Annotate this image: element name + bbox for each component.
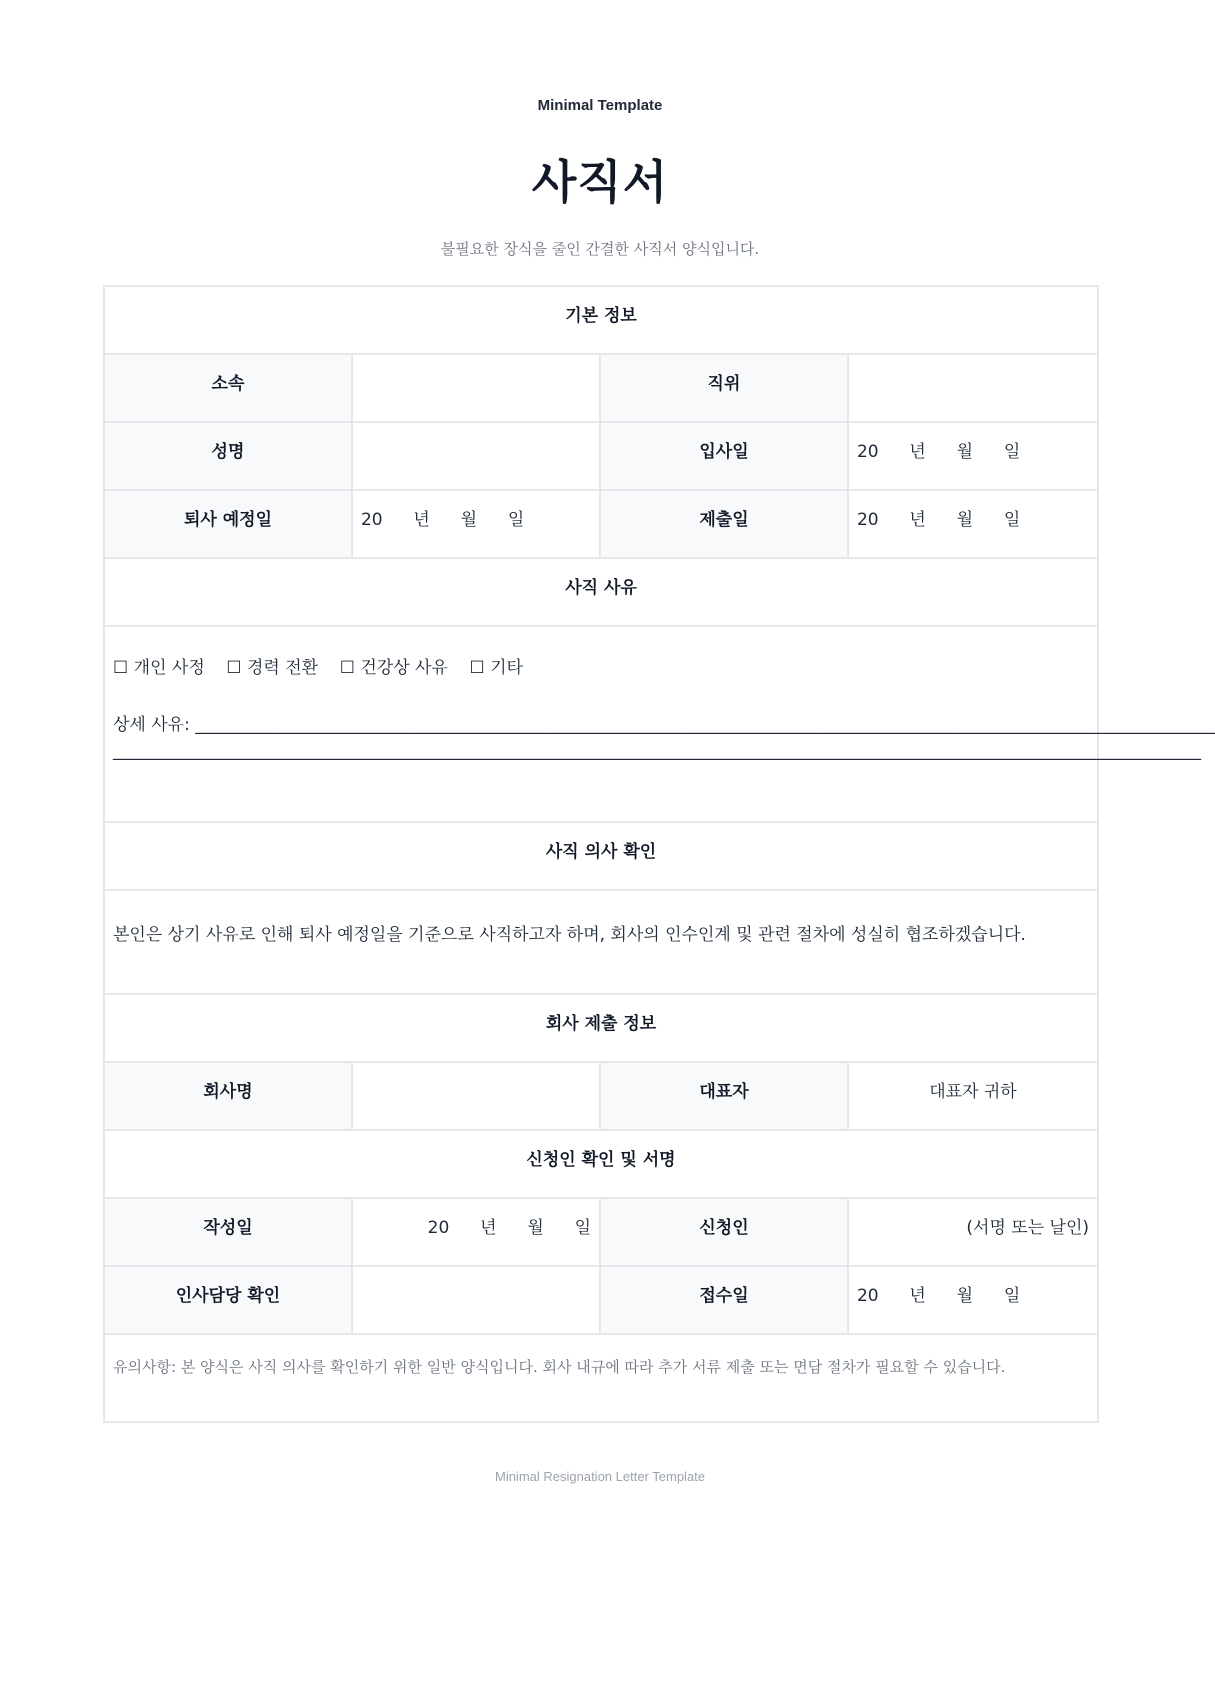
written-date-label: 작성일 (105, 1199, 353, 1265)
affiliation-field[interactable] (353, 355, 601, 421)
name-label: 성명 (105, 423, 353, 489)
section-heading: 신청인 확인 및 서명 (526, 1150, 676, 1170)
page-subtitle: 불필요한 장식을 줄인 간결한 사직서 양식입니다. (440, 240, 760, 258)
section-signature (105, 1131, 1097, 1199)
submit-date-field[interactable]: 20 년 월 일 (856, 510, 1021, 530)
reason-detail-line-2[interactable]: ________________________________________________________________________________________________________________________________ (113, 741, 1201, 761)
section-heading: 기본 정보 (565, 306, 637, 326)
position-label: 직위 (601, 355, 849, 421)
reason-checkboxes[interactable]: ☐ 개인 사정 ☐ 경력 전환 ☐ 건강상 사유 ☐ 기타 (113, 658, 523, 678)
section-basic-info (105, 287, 1097, 355)
ceo-field[interactable]: 대표자 귀하 (929, 1082, 1017, 1102)
reason-detail-line[interactable]: 상세 사유: ________________________________________________________________________________________________________________________ (113, 715, 1215, 735)
page-title: 사직서 (531, 155, 669, 209)
received-date-label: 접수일 (601, 1267, 849, 1333)
hire-date-field[interactable]: 20 년 월 일 (856, 442, 1021, 462)
section-reason (105, 559, 1097, 627)
name-field[interactable] (353, 423, 601, 489)
applicant-signature-field[interactable]: (서명 또는 날인) (966, 1218, 1089, 1238)
form-row (105, 1199, 1097, 1267)
leave-date-field[interactable]: 20 년 월 일 (353, 491, 601, 557)
hr-check-field[interactable] (353, 1267, 601, 1333)
section-heading: 사직 사유 (565, 578, 637, 598)
section-company (105, 995, 1097, 1063)
form-row (105, 491, 1097, 559)
form-row (105, 355, 1097, 423)
section-heading: 회사 제출 정보 (545, 1014, 657, 1034)
template-eyebrow: Minimal Template (537, 97, 663, 114)
form-row (105, 1063, 1097, 1131)
hr-check-label: 인사담당 확인 (105, 1267, 353, 1333)
notice-text: 유의사항: 본 양식은 사직 의사를 확인하기 위한 일반 양식입니다. 회사 내규에 따라 추가 서류 제출 또는 면담 절차가 필요할 수 있습니다. (113, 1358, 1006, 1376)
position-field[interactable] (849, 355, 1097, 421)
form-row (105, 1267, 1097, 1335)
hire-date-label: 입사일 (601, 423, 849, 489)
confirmation-text: 본인은 상기 사유로 인해 퇴사 예정일을 기준으로 사직하고자 하며, 회사의 인수인계 및 관련 절차에 성실히 협조하겠습니다. (105, 891, 1097, 995)
page-footer: Minimal Resignation Letter Template (494, 1469, 706, 1484)
resignation-form (103, 285, 1215, 1423)
submit-date-label: 제출일 (601, 491, 849, 557)
received-date-field[interactable]: 20 년 월 일 (856, 1286, 1021, 1306)
form-row (105, 423, 1097, 491)
reason-body (105, 627, 1215, 823)
ceo-label: 대표자 (601, 1063, 849, 1129)
written-date-field[interactable]: 20 년 월 일 (353, 1199, 601, 1265)
section-confirmation (105, 823, 1097, 891)
applicant-label: 신청인 (601, 1199, 849, 1265)
leave-date-label: 퇴사 예정일 (105, 491, 353, 557)
company-name-field[interactable] (353, 1063, 601, 1129)
company-name-label: 회사명 (105, 1063, 353, 1129)
section-heading: 사직 의사 확인 (545, 842, 657, 862)
affiliation-label: 소속 (105, 355, 353, 421)
